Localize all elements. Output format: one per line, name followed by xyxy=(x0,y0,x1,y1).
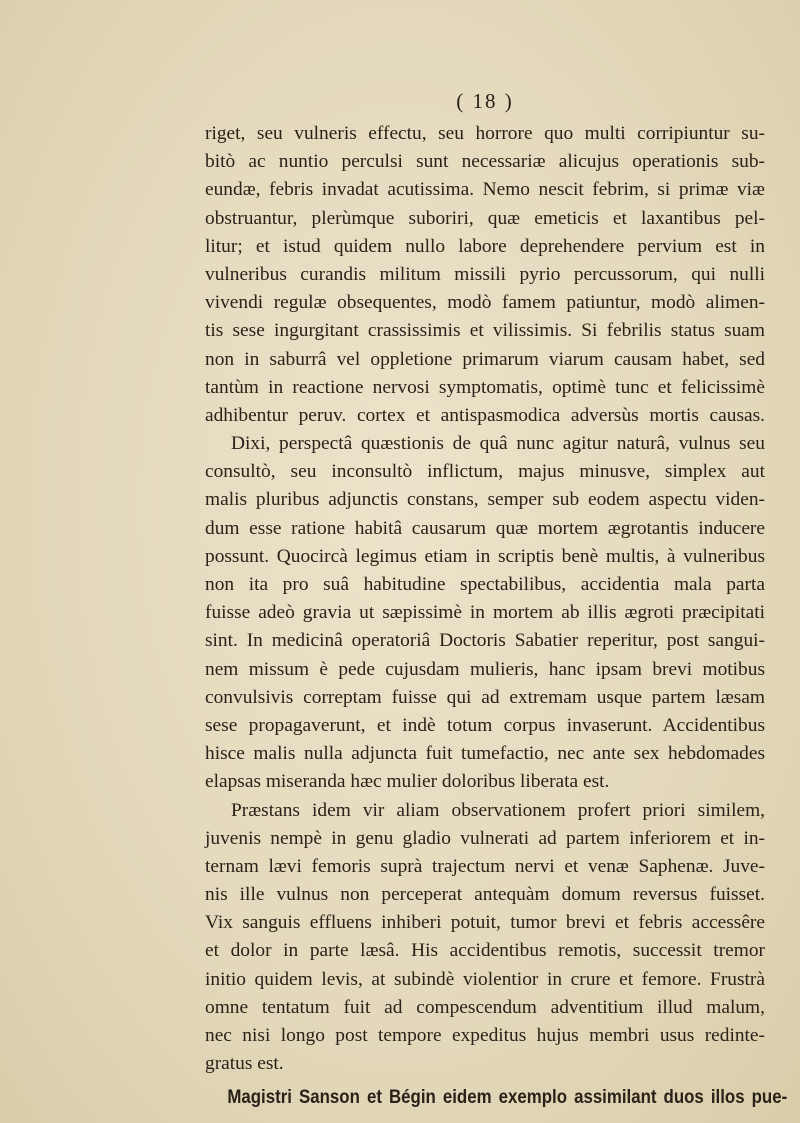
text-line: dum esse ratione habitâ causarum quæ mortem ægrotantis inducere xyxy=(205,517,765,539)
text-line: vivendi regulæ obsequentes, modò famem patiuntur, modò alimen- xyxy=(205,292,765,314)
text-line: sese propagaverunt, et indè totum corpus invaserunt. Accidentibus xyxy=(205,714,765,736)
paragraph-4 xyxy=(205,1082,788,1112)
text-line: initio quidem levis, at subindè violentior in crure et femore. Frustrà xyxy=(205,968,765,990)
text-line: nec nisi longo post tempore expeditus hujus membri usus redinte- xyxy=(205,1025,765,1046)
page-text-block xyxy=(205,86,788,1112)
text-line: omne tentatum fuit ad compescendum adventitium illud malum, xyxy=(205,996,765,1018)
text-line: litur; et istud quidem nullo labore deprehendere pervium est in xyxy=(205,235,765,257)
text-line: nem missum è pede cujusdam mulieris, hanc ipsam brevi motibus xyxy=(205,658,765,680)
text-line: nis ille vulnus non perceperat antequàm domum reversus fuisset. xyxy=(205,884,765,906)
text-line: tantùm in reactione nervosi symptomatis, optimè tunc et felicissimè xyxy=(205,376,765,398)
text-line: possunt. Quocircà legimus etiam in scriptis benè multis, à vulneribus xyxy=(205,545,765,567)
text-line: ternam lævi femoris suprà trajectum nervi et venæ Saphenæ. Juve- xyxy=(205,855,765,877)
text-line: bitò ac nuntio perculsi sunt necessariæ alicujus operationis sub- xyxy=(205,151,765,173)
closing-text-line: Magistri Sanson et Bégin eidem exemplo assimilant duos illos pue- xyxy=(227,1086,788,1109)
text-line: Vix sanguis effluens inhiberi potuit, tumor brevi et febris accessêre xyxy=(205,912,765,934)
text-line: non ita pro suâ habitudine spectabilibus, accidentia mala parta xyxy=(205,574,765,595)
text-line: tis sese ingurgitant crassissimis et vilissimis. Si febrilis status suam xyxy=(205,320,765,342)
text-line: et dolor in parte læsâ. His accidentibus remotis, successit tremor xyxy=(205,940,765,962)
text-line: non in saburrâ vel oppletione primarum viarum causam habet, sed xyxy=(205,348,765,370)
text-line: hisce malis nulla adjuncta fuit tumefactio, nec ante sex hebdomades xyxy=(205,743,765,765)
text-line: juvenis nempè in genu gladio vulnerati ad partem inferiorem et in- xyxy=(205,827,765,849)
text-line: gratus est. xyxy=(205,1053,284,1075)
text-line: obstruantur, plerùmque suboriri, quæ emeticis et laxantibus pel- xyxy=(205,207,765,229)
text-line: consultò, seu inconsultò inflictum, majus minusve, simplex aut xyxy=(205,461,765,483)
text-line: malis pluribus adjunctis constans, semper sub eodem aspectu viden- xyxy=(205,489,765,511)
text-line: fuisse adeò gravia ut sæpissimè in mortem ab illis ægroti præcipitati xyxy=(205,602,765,624)
text-line: eundæ, febris invadat acutissima. Nemo nescit febrim, si primæ viæ xyxy=(205,179,765,201)
paragraph-3 xyxy=(205,797,765,1079)
paragraph-2 xyxy=(205,430,765,796)
paragraph-1 xyxy=(205,120,765,430)
text-line: convulsivis correptam fuisse qui ad extremam usque partem læsam xyxy=(205,686,765,708)
text-line: sint. In medicinâ operatoriâ Doctoris Sabatier reperitur, post sangui- xyxy=(205,630,765,652)
text-line: adhibentur peruv. cortex et antispasmodica adversùs mortis causas. xyxy=(205,404,765,426)
text-line: riget, seu vulneris effectu, seu horrore quo multi corripiuntur su- xyxy=(205,123,765,144)
text-line: Præstans idem vir aliam observationem profert priori similem, xyxy=(231,799,765,821)
page-number: ( 18 ) xyxy=(456,89,514,113)
text-line: vulneribus curandis militum missili pyrio percussorum, qui nulli xyxy=(205,263,765,285)
text-line: Dixi, perspectâ quæstionis de quâ nunc agitur naturâ, vulnus seu xyxy=(231,433,765,455)
text-line: elapsas miseranda hæc mulier doloribus liberata est. xyxy=(205,771,610,793)
